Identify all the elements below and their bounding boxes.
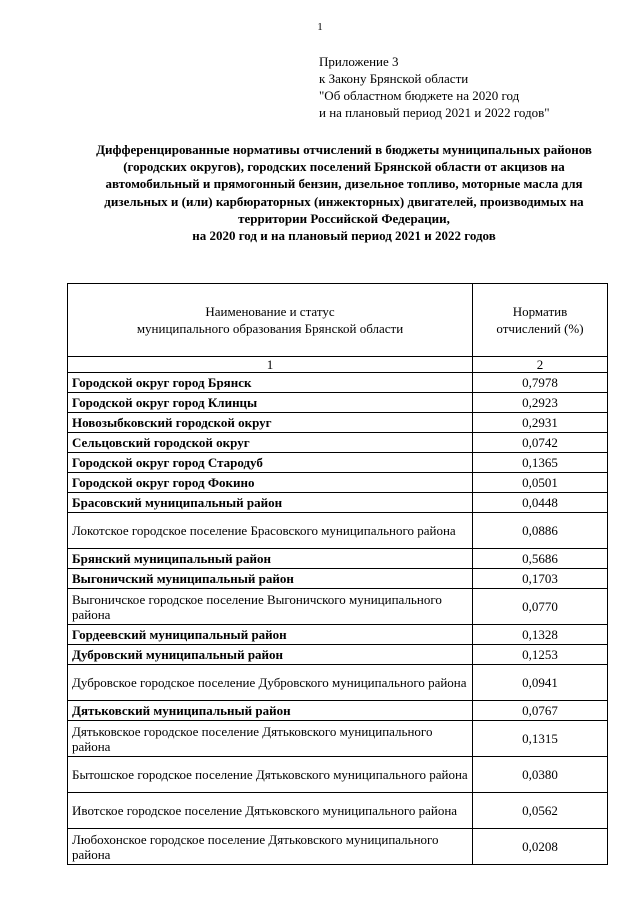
- municipality-name: Дубровский муниципальный район: [68, 645, 473, 665]
- municipality-name: Городской округ город Клинцы: [68, 393, 473, 413]
- table-row: [68, 373, 608, 393]
- municipality-name: Бытошское городское поселение Дятьковского муниципального района: [68, 757, 473, 793]
- header-name-line: Наименование и статус: [205, 304, 335, 319]
- table-row: [68, 453, 608, 473]
- municipality-name: Городской округ город Стародуб: [68, 453, 473, 473]
- appendix-reference: [319, 53, 550, 121]
- municipality-name: Ивотское городское поселение Дятьковского муниципального района: [68, 793, 473, 829]
- norm-value: 0,0742: [473, 433, 608, 453]
- table-row: [68, 393, 608, 413]
- header-value-line: Норматив: [512, 304, 568, 319]
- norm-value: 0,0501: [473, 473, 608, 493]
- header-value-line: отчислений (%): [496, 321, 584, 336]
- table-row: [68, 793, 608, 829]
- column-index-2: 2: [473, 357, 608, 373]
- norm-value: 0,0767: [473, 701, 608, 721]
- table-row: [68, 549, 608, 569]
- table-row: [68, 513, 608, 549]
- municipality-name: Выгоничский муниципальный район: [68, 569, 473, 589]
- table-row: [68, 645, 608, 665]
- column-index-row: [68, 357, 608, 373]
- norm-value: 0,1253: [473, 645, 608, 665]
- norm-value: 0,5686: [473, 549, 608, 569]
- header-value-cell: [473, 284, 608, 357]
- municipality-name: Дятьковский муниципальный район: [68, 701, 473, 721]
- title-line: Дифференцированные нормативы отчислений в бюджеты муниципальных районов: [96, 142, 592, 157]
- title-line: (городских округов), городских поселений Брянской области от акцизов на: [123, 159, 565, 175]
- municipality-name: Городской округ город Брянск: [68, 373, 473, 393]
- document-title: [60, 141, 628, 244]
- norm-value: 0,0886: [473, 513, 608, 549]
- norm-value: 0,1703: [473, 569, 608, 589]
- municipality-name: Новозыбковский городской округ: [68, 413, 473, 433]
- appendix-line: и на плановый период 2021 и 2022 годов": [319, 105, 550, 120]
- municipality-name: Локотское городское поселение Брасовского муниципального района: [68, 513, 473, 549]
- title-line: автомобильный и прямогонный бензин, дизельное топливо, моторные масла для: [105, 176, 583, 192]
- table-row: [68, 701, 608, 721]
- norm-value: 0,0941: [473, 665, 608, 701]
- municipality-name: Гордеевский муниципальный район: [68, 625, 473, 645]
- title-line: на 2020 год и на плановый период 2021 и 2022 годов: [192, 228, 496, 244]
- norm-value: 0,0562: [473, 793, 608, 829]
- table-row: [68, 665, 608, 701]
- norm-value: 0,1328: [473, 625, 608, 645]
- table-header-row: [68, 284, 608, 357]
- table-row: [68, 473, 608, 493]
- appendix-line: к Закону Брянской области: [319, 71, 469, 86]
- municipality-name: Брянский муниципальный район: [68, 549, 473, 569]
- norm-value: 0,1315: [473, 721, 608, 757]
- norms-table: [67, 283, 608, 865]
- table-row: [68, 829, 608, 865]
- municipality-name: Дубровское городское поселение Дубровского муниципального района: [68, 665, 473, 701]
- municipality-name: Выгоничское городское поселение Выгоничского муниципального района: [68, 589, 473, 625]
- appendix-line: "Об областном бюджете на 2020 год: [319, 88, 520, 103]
- norm-value: 0,2923: [473, 393, 608, 413]
- table-row: [68, 625, 608, 645]
- appendix-line: Приложение 3: [319, 54, 399, 69]
- table-row: [68, 721, 608, 757]
- norm-value: 0,0770: [473, 589, 608, 625]
- norm-value: 0,0380: [473, 757, 608, 793]
- table-row: [68, 413, 608, 433]
- table-body: [68, 373, 608, 865]
- header-name-line: муниципального образования Брянской области: [136, 321, 404, 336]
- table-row: [68, 757, 608, 793]
- norm-value: 0,0448: [473, 493, 608, 513]
- norm-value: 0,1365: [473, 453, 608, 473]
- municipality-name: Сельцовский городской округ: [68, 433, 473, 453]
- title-line: дизельных и (или) карбюраторных (инжекторных) двигателей, производимых на: [104, 193, 584, 209]
- municipality-name: Дятьковское городское поселение Дятьковского муниципального района: [68, 721, 473, 757]
- table-row: [68, 589, 608, 625]
- norm-value: 0,2931: [473, 413, 608, 433]
- table-row: [68, 569, 608, 589]
- municipality-name: Брасовский муниципальный район: [68, 493, 473, 513]
- municipality-name: Любохонское городское поселение Дятьковского муниципального района: [68, 829, 473, 865]
- column-index-1: 1: [68, 357, 473, 373]
- municipality-name: Городской округ город Фокино: [68, 473, 473, 493]
- norm-value: 0,7978: [473, 373, 608, 393]
- table-row: [68, 433, 608, 453]
- table-row: [68, 493, 608, 513]
- page-number: 1: [317, 21, 323, 33]
- title-line: территории Российской Федерации,: [238, 210, 450, 226]
- header-name-cell: [68, 284, 473, 357]
- norm-value: 0,0208: [473, 829, 608, 865]
